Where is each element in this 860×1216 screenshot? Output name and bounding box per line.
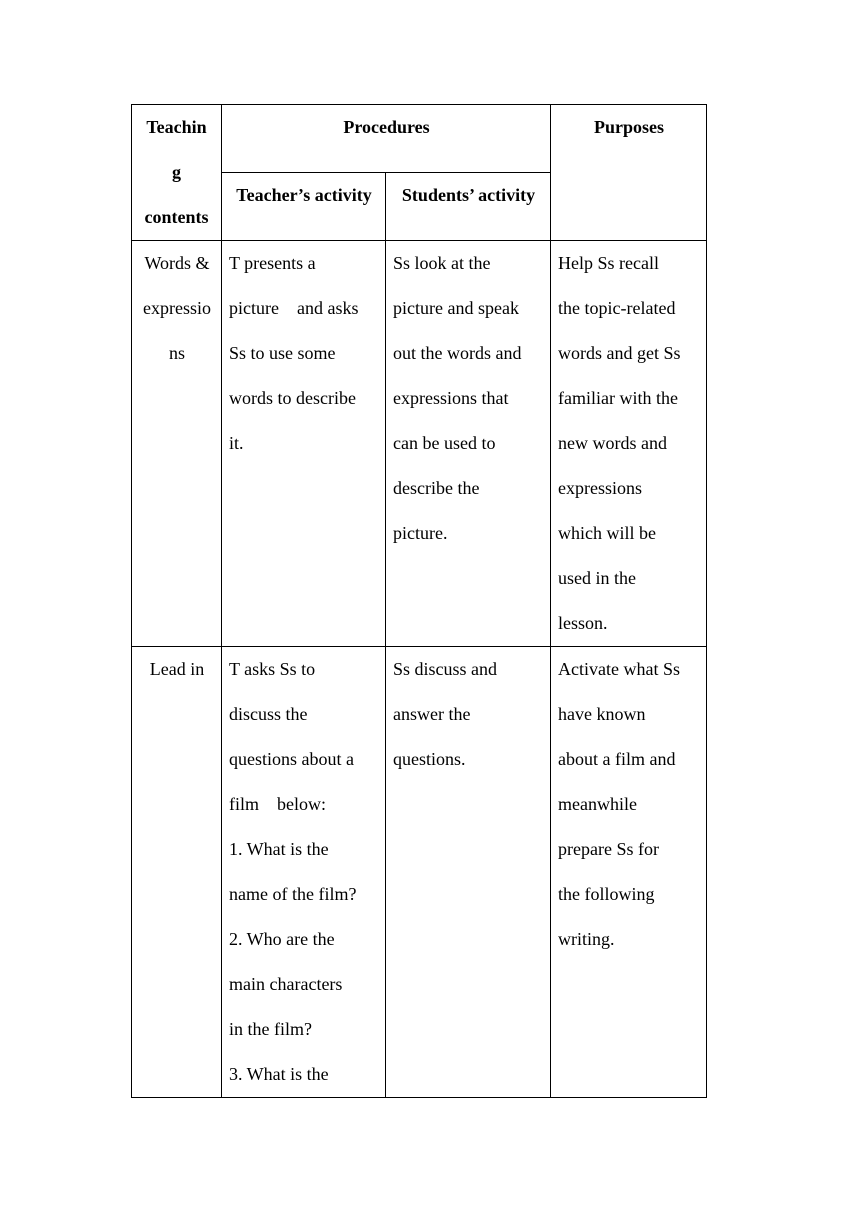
cell-line: meanwhile [558,794,637,814]
cell-line: main characters [229,974,343,994]
procedures-header: Procedures [222,105,551,173]
teachers-activity-header: Teacher’s activity [222,173,386,241]
purpose-cell [551,647,707,1098]
cell-line: discuss the [229,704,308,724]
cell-line: which will be [558,523,656,543]
cell-line: the following [558,884,655,904]
cell-line: expressions [558,478,643,498]
cell-line: lesson. [558,613,608,633]
cell-line: Words & [144,253,210,273]
teacher-activity-cell [222,241,386,647]
teaching-contents-line: Teachin [146,117,207,137]
cell-line: writing. [558,929,615,949]
student-activity-cell [386,241,551,647]
cell-line: about a film and [558,749,676,769]
table-row [132,241,707,647]
purposes-header: Purposes [551,105,707,241]
teaching-contents-line: g [172,162,181,182]
lesson-plan-table [131,104,707,1098]
cell-line: expressio [143,298,211,318]
teaching-contents-header [132,105,222,241]
cell-line: new words and [558,433,667,453]
cell-line: words and get Ss [558,343,681,363]
teaching-contents-line: contents [144,207,209,227]
cell-line: Activate what Ss [558,659,680,679]
cell-line: can be used to [393,433,496,453]
purpose-cell [551,241,707,647]
cell-line: Ss discuss and [393,659,498,679]
cell-line: Ss to use some [229,343,336,363]
cell-line: picture and speak [393,298,519,318]
table-row [132,647,707,1098]
cell-line: questions about a [229,749,354,769]
students-activity-header: Students’ activity [386,173,551,241]
header-row-1 [132,105,707,173]
cell-line: T presents a [229,253,316,273]
cell-line: in the film? [229,1019,312,1039]
cell-line: 1. What is the [229,839,329,859]
cell-line: Help Ss recall [558,253,659,273]
cell-line: the topic-related [558,298,676,318]
cell-line: expressions that [393,388,509,408]
cell-line: ns [168,343,185,363]
teaching-content-cell [132,241,222,647]
teaching-content-cell [132,647,222,1098]
cell-line: Lead in [149,659,205,679]
cell-line: film below: [229,794,326,814]
cell-line: name of the film? [229,884,357,904]
cell-line: used in the [558,568,637,588]
cell-line: describe the [393,478,480,498]
cell-line: questions. [393,749,466,769]
cell-line: have known [558,704,646,724]
cell-line: answer the [393,704,471,724]
teacher-activity-cell [222,647,386,1098]
cell-line: 2. Who are the [229,929,335,949]
cell-line: words to describe [229,388,356,408]
cell-line: 3. What is the [229,1064,329,1084]
cell-line: Ss look at the [393,253,491,273]
cell-line: out the words and [393,343,522,363]
cell-line: prepare Ss for [558,839,659,859]
cell-line: picture. [393,523,448,543]
cell-line: familiar with the [558,388,678,408]
cell-line: it. [229,433,244,453]
student-activity-cell [386,647,551,1098]
cell-line: T asks Ss to [229,659,316,679]
cell-line: picture and asks [229,298,359,318]
